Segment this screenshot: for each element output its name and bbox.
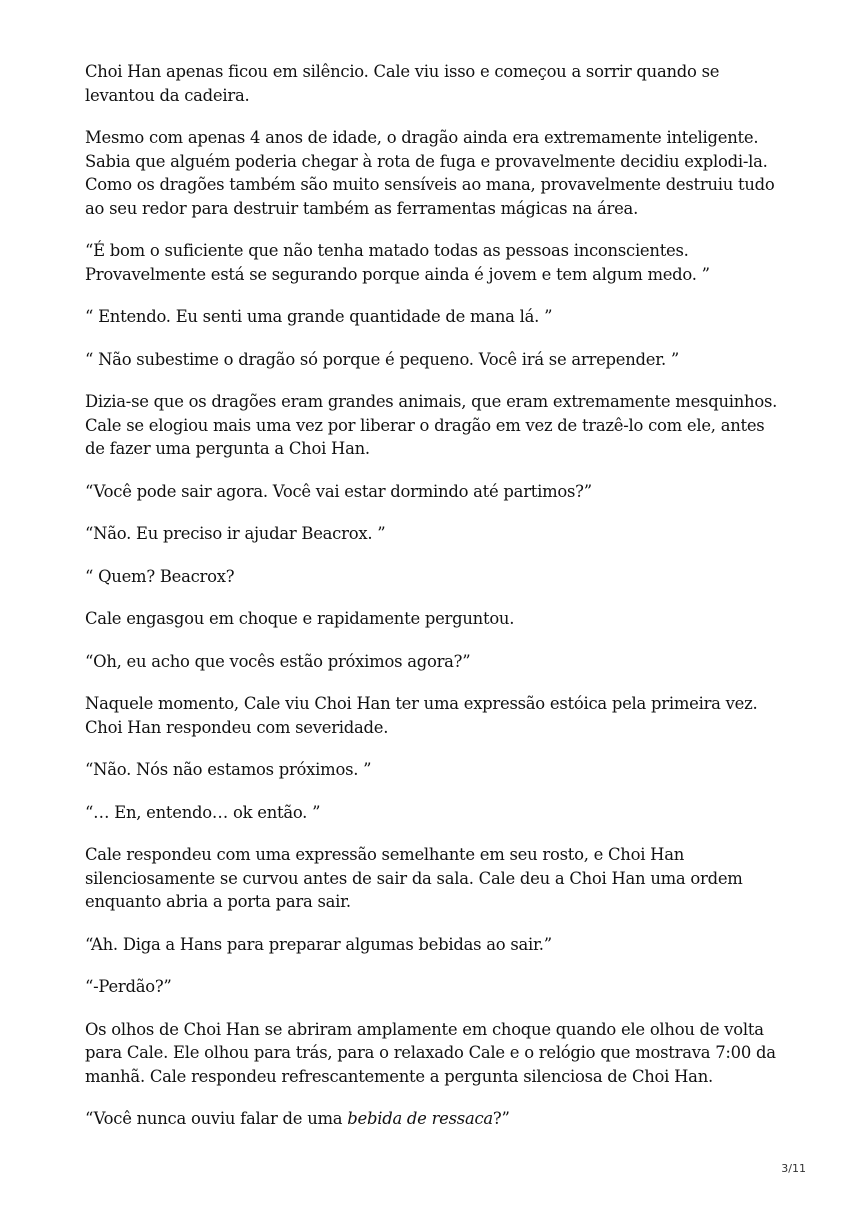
paragraph-19-text-start: “Você nunca ouviu falar de uma: [85, 1109, 348, 1128]
paragraph-3: “É bom o suficiente que não tenha matado todas as pessoas inconscientes. Provavelmente está se segurando porque ainda é jovem e tem algum medo. ”: [85, 241, 710, 284]
paragraph-11: “Oh, eu acho que vocês estão próximos agora?”: [85, 651, 471, 671]
paragraph-4: “ Entendo. Eu senti uma grande quantidade de mana lá. ”: [85, 307, 553, 326]
paragraph-17: “-Perdão?”: [85, 977, 172, 996]
paragraph-12: Naquele momento, Cale viu Choi Han ter uma expressão estóica pela primeira vez. Choi Han respondeu com severidade.: [85, 694, 758, 737]
paragraph-15: Cale respondeu com uma expressão semelhante em seu rosto, e Choi Han silenciosamente se curvou antes de sair da sala. Cale deu a Choi Han uma ordem enquanto abria a porta para sair.: [85, 845, 743, 911]
paragraph-14: “… En, entendo… ok então. ”: [85, 802, 321, 822]
paragraph-8: “Não. Eu preciso ir ajudar Beacrox. ”: [85, 524, 386, 543]
paragraph-19: [85, 1107, 785, 1131]
paragraph-6: Dizia-se que os dragões eram grandes animais, que eram extremamente mesquinhos. Cale se elogiou mais uma vez por liberar o dragão em vez de trazê-lo com ele, antes de fazer uma pergunta a Choi Han.: [85, 392, 778, 458]
paragraph-5: “ Não subestime o dragão só porque é pequeno. Você irá se arrepender. ”: [85, 349, 680, 369]
paragraph-2: Mesmo com apenas 4 anos de idade, o dragão ainda era extremamente inteligente. Sabia que alguém poderia chegar à rota de fuga e provavelmente decidiu explodi-la. Como os dragões também são muito sensíveis ao mana, provavelmente destruiu tudo ao seu redor para destruir também as ferramentas mágicas na área.: [85, 128, 775, 218]
paragraph-19-emphasis: bebida de ressaca: [347, 1109, 493, 1128]
paragraph-16: “Ah. Diga a Hans para preparar algumas bebidas ao sair.”: [85, 934, 552, 954]
paragraph-13: “Não. Nós não estamos próximos. ”: [85, 760, 372, 779]
paragraph-18: Os olhos de Choi Han se abriram amplamente em choque quando ele olhou de volta para Cale. Ele olhou para trás, para o relaxado Cale e o relógio que mostrava 7:00 da manhã. Cale respondeu refrescantemente a pergunta silenciosa de Choi Han.: [85, 1019, 776, 1086]
paragraph-9: “ Quem? Beacrox?: [85, 566, 235, 586]
paragraph-19-text-end: ?”: [492, 1109, 510, 1128]
page-number: 3/11: [781, 1162, 806, 1175]
paragraph-10: Cale engasgou em choque e rapidamente perguntou.: [85, 609, 515, 628]
paragraph-7: “Você pode sair agora. Você vai estar dormindo até partimos?”: [85, 481, 592, 501]
document-page: [85, 60, 785, 1150]
paragraph-1: Choi Han apenas ficou em silêncio. Cale viu isso e começou a sorrir quando se levantou da cadeira.: [85, 62, 720, 105]
